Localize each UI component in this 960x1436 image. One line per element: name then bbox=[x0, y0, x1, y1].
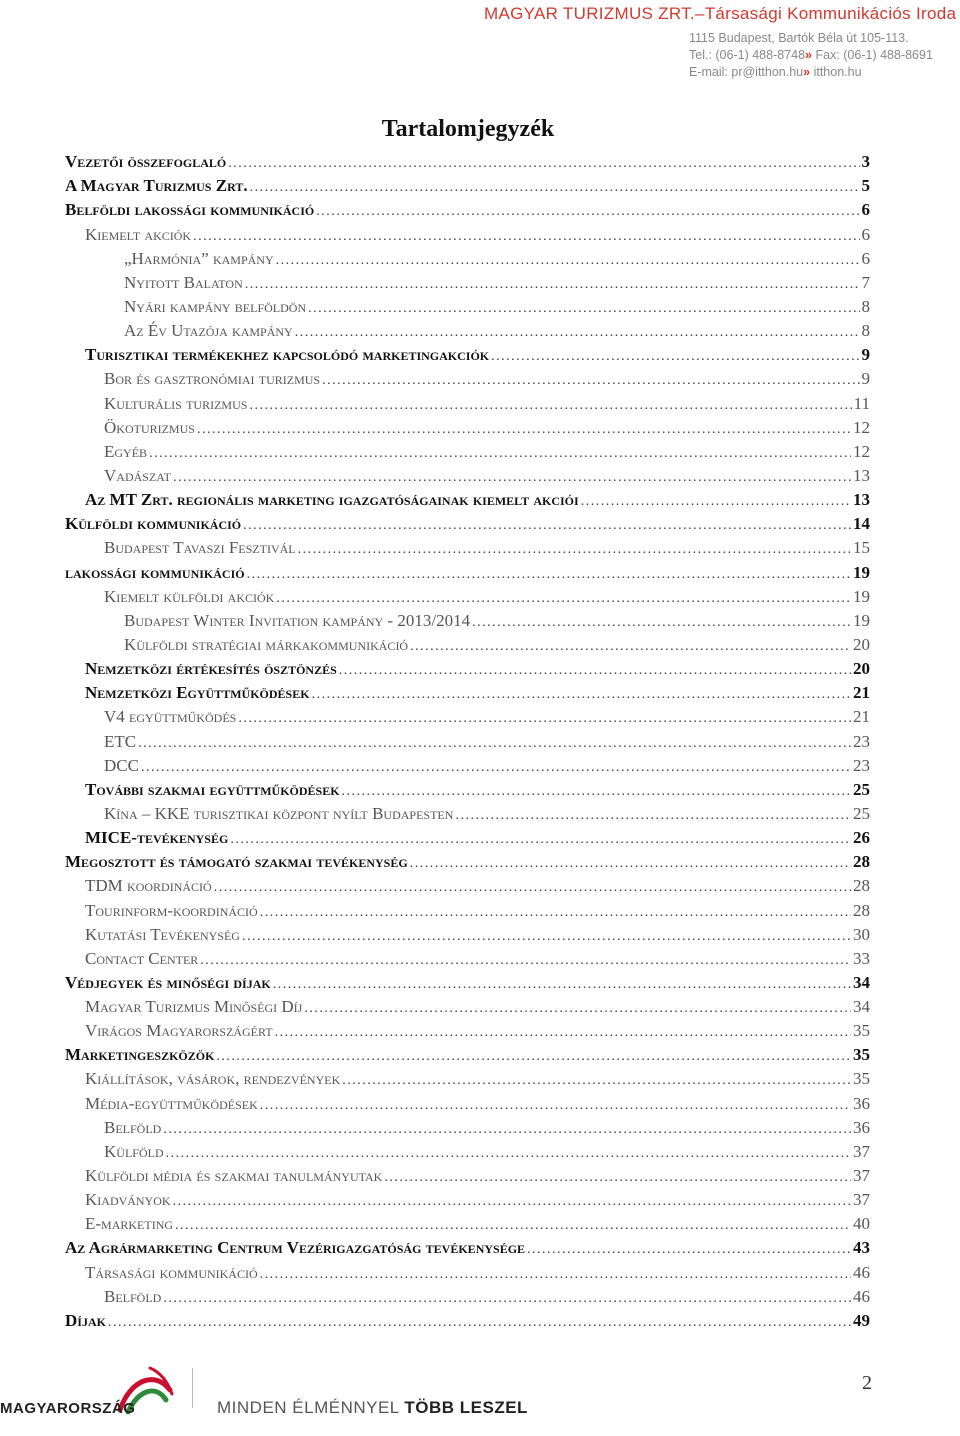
toc-entry-page: 28 bbox=[853, 900, 870, 920]
toc-entry-label: Védjegyek és minőségi díjak bbox=[65, 972, 271, 992]
toc-leader-dots bbox=[491, 349, 868, 365]
toc-entry[interactable] bbox=[0, 703, 960, 727]
toc-leader-dots bbox=[410, 856, 868, 872]
toc-leader-dots bbox=[141, 760, 868, 776]
toc-entry-label: Nyitott Balaton bbox=[124, 272, 243, 292]
toc-entry-label: Egyéb bbox=[104, 441, 148, 461]
toc-entry[interactable] bbox=[0, 921, 960, 945]
toc-entry-label: Belföld bbox=[104, 1286, 162, 1306]
toc-leader-dots bbox=[230, 832, 868, 848]
toc-entry-page: 46 bbox=[853, 1286, 870, 1306]
toc-entry-page: 8 bbox=[861, 296, 870, 316]
toc-leader-dots bbox=[243, 518, 868, 534]
toc-entry-label: Kulturális turizmus bbox=[104, 393, 248, 413]
toc-entry-page: 9 bbox=[861, 345, 870, 365]
toc-entry-page: 28 bbox=[853, 852, 870, 872]
toc-leader-dots bbox=[260, 1098, 868, 1114]
toc-leader-dots bbox=[242, 929, 868, 945]
toc-entry-page: 36 bbox=[853, 1117, 870, 1137]
toc-entry-page: 34 bbox=[853, 972, 870, 992]
toc-leader-dots bbox=[166, 1146, 868, 1162]
separator: » bbox=[805, 48, 812, 62]
brand-name: MAGYARORSZÁG bbox=[0, 1400, 136, 1417]
toc-leader-dots bbox=[276, 591, 868, 607]
toc-entry-page: 30 bbox=[853, 924, 870, 944]
toc-entry[interactable] bbox=[0, 510, 960, 534]
toc-entry-page: 3 bbox=[861, 152, 870, 172]
toc-entry[interactable] bbox=[0, 583, 960, 607]
toc-leader-dots bbox=[410, 639, 868, 655]
toc-entry-label: V4 együttműködés bbox=[104, 707, 237, 727]
toc-entry-page: 11 bbox=[853, 393, 870, 413]
toc-entry-label: Kiadványok bbox=[85, 1190, 171, 1210]
toc-entry-page: 35 bbox=[853, 1021, 870, 1041]
toc-entry-label: Kiemelt külföldi akciók bbox=[104, 586, 275, 606]
toc-entry-label: Tourinform-koordináció bbox=[85, 900, 258, 920]
toc-entry-label: Az Agrármarketing Centrum Vezérigazgatóság tevékenysége bbox=[65, 1238, 526, 1258]
toc-entry[interactable] bbox=[0, 389, 960, 413]
toc-entry[interactable] bbox=[0, 486, 960, 510]
toc-entry-page: 28 bbox=[853, 876, 870, 896]
toc-entry-page: 20 bbox=[853, 634, 870, 654]
toc-entry[interactable] bbox=[0, 269, 960, 293]
toc-leader-dots bbox=[322, 373, 868, 389]
toc-leader-dots bbox=[193, 229, 868, 245]
toc-entry-page: 23 bbox=[853, 755, 870, 775]
letterhead bbox=[484, 4, 957, 81]
toc-entry-label: Virágos Magyarországért bbox=[85, 1021, 273, 1041]
toc-entry-label: Kutatási Tevékenység bbox=[85, 924, 240, 944]
toc-entry-label: Budapest Winter Invitation kampány - 2013/2014 bbox=[124, 610, 471, 630]
toc-entry[interactable] bbox=[0, 438, 960, 462]
toc-entry[interactable] bbox=[0, 293, 960, 317]
toc-entry-page: 37 bbox=[853, 1141, 870, 1161]
toc-entry-page: 13 bbox=[853, 490, 870, 510]
toc-title: Tartalomjegyzék bbox=[381, 116, 555, 142]
toc-entry-label: Az MT Zrt. regionális marketing igazgatóságainak kiemelt akciói bbox=[85, 490, 579, 510]
toc-entry[interactable] bbox=[0, 872, 960, 896]
toc-entry-page: 40 bbox=[853, 1214, 870, 1234]
contact-phone-fax bbox=[484, 47, 954, 64]
toc-entry-page: 33 bbox=[853, 948, 870, 968]
toc-leader-dots bbox=[472, 615, 868, 631]
toc-entry-label: Külföldi média és szakmai tanulmányutak bbox=[85, 1166, 383, 1186]
toc-entry[interactable] bbox=[0, 1114, 960, 1138]
toc-entry-page: 5 bbox=[861, 176, 870, 196]
separator: » bbox=[803, 65, 811, 79]
toc-entry[interactable] bbox=[0, 245, 960, 269]
toc-entry-page: 7 bbox=[861, 272, 870, 292]
toc-entry-label: Bor és gasztronómiai turizmus bbox=[104, 369, 321, 389]
toc-entry-label: További szakmai együttműködések bbox=[85, 779, 340, 799]
toc-entry[interactable] bbox=[0, 727, 960, 751]
toc-entry-page: 43 bbox=[853, 1238, 870, 1258]
toc-entry-label: Társasági kommunikáció bbox=[85, 1262, 258, 1282]
toc-entry-page: 15 bbox=[853, 538, 870, 558]
toc-entry-label: Kiemelt akciók bbox=[85, 224, 192, 244]
toc-entry[interactable] bbox=[0, 824, 960, 848]
toc-entry-label: Nyári kampány belföldön bbox=[124, 296, 307, 316]
toc-entry[interactable] bbox=[0, 1258, 960, 1282]
toc-entry-page: 26 bbox=[853, 828, 870, 848]
toc-entry-label: Turisztikai termékekhez kapcsolódó marketingakciók bbox=[85, 345, 490, 365]
toc-entry-page: 34 bbox=[853, 997, 870, 1017]
toc-entry[interactable] bbox=[0, 993, 960, 1017]
toc-entry[interactable] bbox=[0, 148, 960, 172]
slogan-bold: TÖBB LESZEL bbox=[404, 1398, 528, 1417]
toc-entry-label: Nemzetközi értékesítés ösztönzés bbox=[85, 659, 337, 679]
toc-leader-dots bbox=[200, 953, 868, 969]
toc-entry-label: Budapest Tavaszi Fesztivál bbox=[104, 538, 296, 558]
toc-entry-page: 14 bbox=[853, 514, 870, 534]
toc-entry[interactable] bbox=[0, 776, 960, 800]
toc-leader-dots bbox=[273, 977, 868, 993]
toc-entry-label: DCC bbox=[104, 755, 139, 775]
toc-leader-dots bbox=[455, 808, 868, 824]
toc-leader-dots bbox=[384, 1170, 868, 1186]
toc-entry-page: 12 bbox=[853, 441, 870, 461]
toc-entry-page: 25 bbox=[853, 803, 870, 823]
toc-entry-label: Média-együttműködések bbox=[85, 1093, 258, 1113]
toc-entry-page: 13 bbox=[853, 465, 870, 485]
email[interactable]: E-mail: pr@itthon.hu bbox=[689, 65, 804, 79]
toc-entry[interactable] bbox=[0, 534, 960, 558]
toc-entry[interactable] bbox=[0, 1041, 960, 1065]
toc-leader-dots bbox=[304, 1001, 868, 1017]
toc-entry-label: Kiállítások, vásárok, rendezvények bbox=[85, 1069, 341, 1089]
slogan bbox=[217, 1398, 528, 1418]
toc-entry[interactable] bbox=[0, 1186, 960, 1210]
toc-leader-dots bbox=[342, 1073, 868, 1089]
footer bbox=[0, 1356, 960, 1436]
toc-leader-dots bbox=[149, 446, 868, 462]
toc-leader-dots bbox=[339, 663, 868, 679]
toc-entry[interactable] bbox=[0, 679, 960, 703]
toc-leader-dots bbox=[260, 1267, 868, 1283]
contact-web bbox=[484, 64, 954, 81]
fax: Fax: (06-1) 488-8691 bbox=[815, 48, 933, 62]
toc-entry-label: Contact Center bbox=[85, 948, 199, 968]
toc-entry[interactable] bbox=[0, 752, 960, 776]
toc-entry[interactable] bbox=[0, 220, 960, 244]
toc-entry[interactable] bbox=[0, 945, 960, 969]
toc-entry-page: 21 bbox=[853, 683, 870, 703]
toc-leader-dots bbox=[308, 301, 868, 317]
address: 1115 Budapest, Bartók Béla út 105-113. bbox=[689, 31, 909, 45]
toc-leader-dots bbox=[238, 711, 868, 727]
toc-leader-dots bbox=[527, 1242, 868, 1258]
toc-entry-label: Ökoturizmus bbox=[104, 417, 195, 437]
toc-entry-page: 19 bbox=[853, 586, 870, 606]
toc-leader-dots bbox=[163, 1291, 868, 1307]
toc-entry[interactable] bbox=[0, 800, 960, 824]
toc-entry[interactable] bbox=[0, 196, 960, 220]
toc-entry-page: 46 bbox=[853, 1262, 870, 1282]
toc-entry-page: 6 bbox=[861, 200, 870, 220]
table-of-contents bbox=[0, 148, 960, 1331]
toc-entry[interactable] bbox=[0, 1162, 960, 1186]
toc-entry-label: Díjak bbox=[65, 1310, 106, 1330]
phone: Tel.: (06-1) 488-8748 bbox=[689, 48, 806, 62]
toc-entry-label: „Harmónia” kampány bbox=[124, 248, 274, 268]
toc-entry-page: 37 bbox=[853, 1190, 870, 1210]
page-number: 2 bbox=[862, 1372, 872, 1394]
toc-entry[interactable] bbox=[0, 462, 960, 486]
toc-entry-label: ETC bbox=[104, 731, 137, 751]
toc-entry-label: Marketingeszközök bbox=[65, 1045, 215, 1065]
toc-entry-label: Külföldi kommunikáció bbox=[65, 514, 242, 534]
toc-entry[interactable] bbox=[0, 1210, 960, 1234]
toc-entry-page: 21 bbox=[853, 707, 870, 727]
toc-entry-page: 25 bbox=[853, 779, 870, 799]
toc-entry[interactable] bbox=[0, 1234, 960, 1258]
toc-entry[interactable] bbox=[0, 1307, 960, 1331]
toc-entry-page: 12 bbox=[853, 417, 870, 437]
website[interactable]: itthon.hu bbox=[813, 65, 862, 79]
toc-entry[interactable] bbox=[0, 1017, 960, 1041]
toc-entry-page: 49 bbox=[853, 1310, 870, 1330]
toc-leader-dots bbox=[245, 277, 868, 293]
toc-leader-dots bbox=[249, 398, 868, 414]
toc-entry-label: Vezetői összefoglaló bbox=[65, 152, 227, 172]
toc-leader-dots bbox=[197, 422, 868, 438]
toc-entry-label: Az Év Utazója kampány bbox=[124, 321, 293, 341]
toc-leader-dots bbox=[250, 180, 868, 196]
toc-leader-dots bbox=[342, 784, 868, 800]
toc-entry[interactable] bbox=[0, 365, 960, 389]
toc-entry-page: 20 bbox=[853, 659, 870, 679]
toc-leader-dots bbox=[581, 494, 868, 510]
toc-entry[interactable] bbox=[0, 1065, 960, 1089]
toc-entry-page: 19 bbox=[853, 610, 870, 630]
toc-entry-page: 9 bbox=[861, 369, 870, 389]
toc-entry[interactable] bbox=[0, 172, 960, 196]
toc-leader-dots bbox=[316, 204, 868, 220]
toc-leader-dots bbox=[108, 1315, 868, 1331]
toc-leader-dots bbox=[216, 1049, 868, 1065]
toc-entry-label: Külföldi stratégiai márkakommunikáció bbox=[124, 634, 409, 654]
slogan-prefix: MINDEN ÉLMÉNNYEL bbox=[217, 1398, 400, 1417]
toc-entry-label: E-marketing bbox=[85, 1214, 174, 1234]
toc-leader-dots bbox=[175, 1218, 868, 1234]
toc-entry-label: Magyar Turizmus Minőségi Díj bbox=[85, 997, 303, 1017]
toc-leader-dots bbox=[276, 253, 868, 269]
toc-entry[interactable] bbox=[0, 969, 960, 993]
toc-entry-label: Belföldi lakossági kommunikáció bbox=[65, 200, 315, 220]
toc-entry[interactable] bbox=[0, 558, 960, 582]
toc-leader-dots bbox=[173, 470, 868, 486]
toc-entry-label: lakossági kommunikáció bbox=[65, 562, 245, 582]
toc-entry-page: 23 bbox=[853, 731, 870, 751]
toc-entry-page: 35 bbox=[853, 1069, 870, 1089]
organization-name: MAGYAR TURIZMUS ZRT.–Társasági Kommunikációs Iroda bbox=[484, 4, 957, 23]
toc-entry-label: MICE-tevékenység bbox=[85, 828, 229, 848]
toc-entry-label: TDM koordináció bbox=[85, 876, 212, 896]
toc-entry[interactable] bbox=[0, 1138, 960, 1162]
toc-entry[interactable] bbox=[0, 631, 960, 655]
toc-entry-label: Külföld bbox=[104, 1141, 164, 1161]
toc-leader-dots bbox=[214, 880, 868, 896]
toc-leader-dots bbox=[138, 736, 868, 752]
toc-entry-page: 6 bbox=[861, 248, 870, 268]
toc-entry[interactable] bbox=[0, 607, 960, 631]
toc-leader-dots bbox=[228, 156, 868, 172]
toc-entry-page: 35 bbox=[853, 1045, 870, 1065]
toc-leader-dots bbox=[247, 567, 868, 583]
toc-entry-label: Megosztott és támogató szakmai tevékenység bbox=[65, 852, 408, 872]
toc-entry[interactable] bbox=[0, 1283, 960, 1307]
toc-leader-dots bbox=[163, 1122, 868, 1138]
toc-entry[interactable] bbox=[0, 341, 960, 365]
toc-entry-label: Nemzetközi Együttműködések bbox=[85, 683, 310, 703]
toc-leader-dots bbox=[260, 905, 868, 921]
toc-leader-dots bbox=[298, 542, 868, 558]
toc-entry-page: 36 bbox=[853, 1093, 870, 1113]
toc-entry-page: 19 bbox=[853, 562, 870, 582]
toc-entry-page: 8 bbox=[861, 321, 870, 341]
toc-entry-page: 6 bbox=[861, 224, 870, 244]
toc-entry-page: 37 bbox=[853, 1166, 870, 1186]
toc-entry[interactable] bbox=[0, 896, 960, 920]
toc-entry[interactable] bbox=[0, 655, 960, 679]
toc-leader-dots bbox=[295, 325, 868, 341]
footer-divider bbox=[192, 1368, 193, 1408]
toc-entry[interactable] bbox=[0, 317, 960, 341]
toc-entry-label: Belföld bbox=[104, 1117, 162, 1137]
toc-entry[interactable] bbox=[0, 1089, 960, 1113]
toc-entry-label: Vadászat bbox=[104, 465, 171, 485]
toc-entry[interactable] bbox=[0, 848, 960, 872]
toc-leader-dots bbox=[275, 1025, 868, 1041]
toc-entry-label: A Magyar Turizmus Zrt. bbox=[65, 176, 248, 196]
toc-entry[interactable] bbox=[0, 414, 960, 438]
toc-leader-dots bbox=[312, 687, 868, 703]
toc-leader-dots bbox=[173, 1194, 868, 1210]
toc-entry-label: Kína – KKE turisztikai központ nyílt Budapesten bbox=[104, 803, 454, 823]
